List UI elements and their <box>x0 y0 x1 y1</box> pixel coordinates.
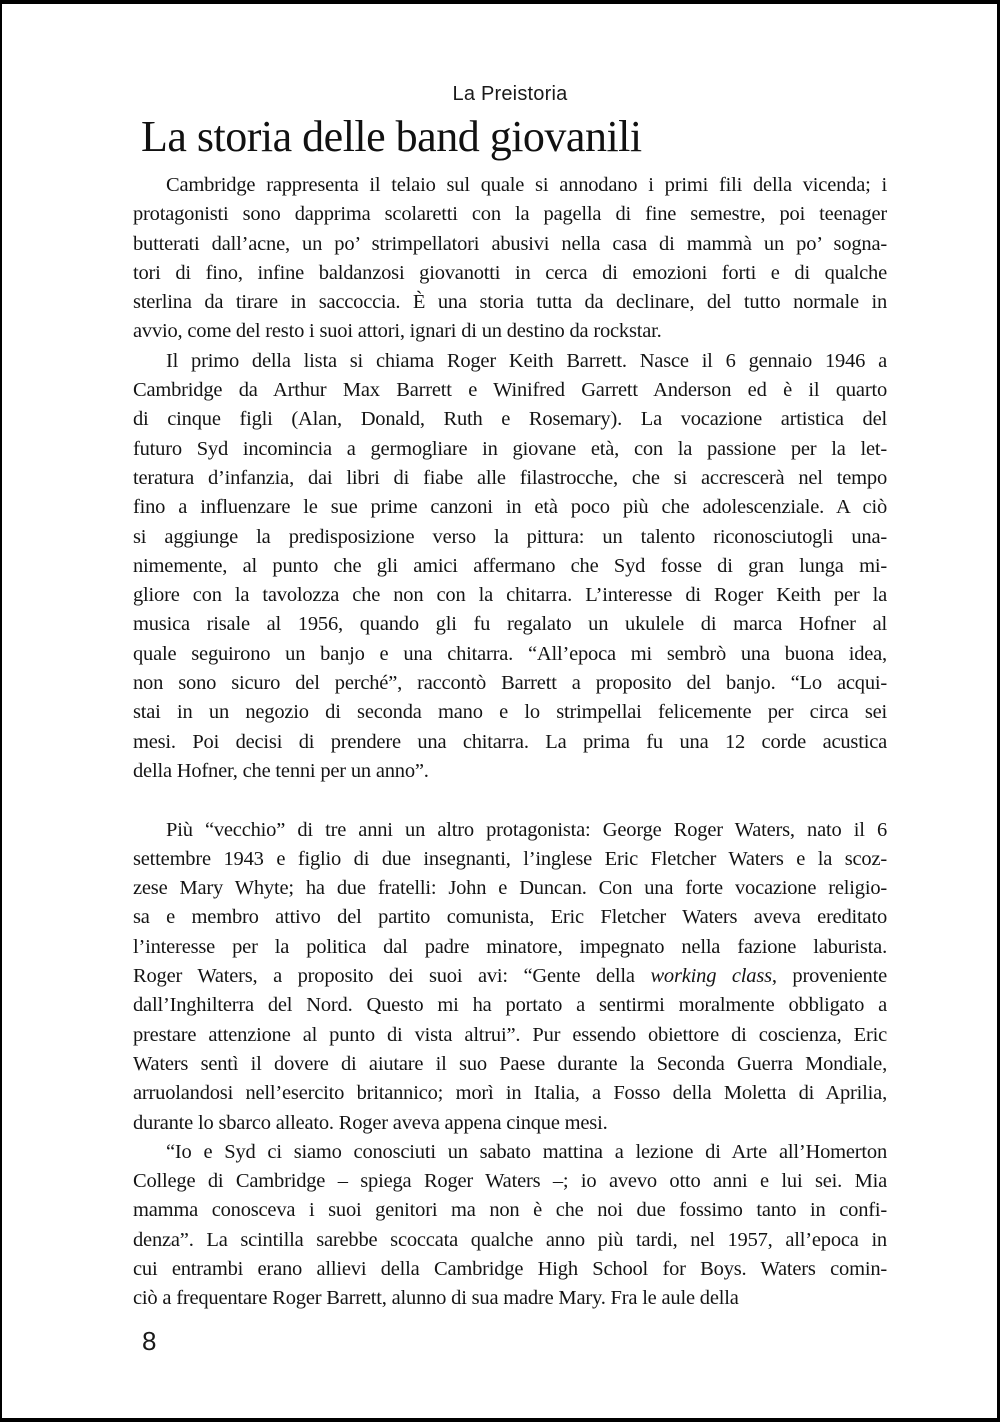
paragraph <box>133 1138 887 1314</box>
text-line: Più “vecchio” di tre anni un altro protagonista: George Roger Waters, nato il 6 <box>166 818 887 841</box>
text-line: denza”. La scintilla sarebbe scoccata qualche anno più tardi, nel 1957, all’epoca in <box>133 1228 887 1251</box>
text-line: dall’Inghilterra del Nord. Questo mi ha portato a sentirmi moralmente obbligato a <box>133 994 887 1017</box>
paragraph <box>133 347 887 786</box>
text-line: futuro Syd incomincia a germogliare in giovane età, con la passione per la let- <box>133 437 887 460</box>
text-line: avvio, come del resto i suoi attori, ignari di un destino da rockstar. <box>133 320 662 343</box>
text-line: prestare attenzione al punto di vista altrui”. Pur essendo obiettore di coscienza, Eric <box>133 1023 887 1046</box>
text-line: di cinque figli (Alan, Donald, Ruth e Rosemary). La vocazione artistica del <box>133 408 887 431</box>
text-line: mesi. Poi decisi di prendere una chitarra. La prima fu una 12 corde acustica <box>133 730 887 753</box>
page-number: 8 <box>142 1326 157 1356</box>
text-line: nimemente, al punto che gli amici affermano che Syd fosse di gran lunga mi- <box>133 554 887 577</box>
text-line: cui entrambi erano allievi della Cambridge High School for Boys. Waters comin- <box>133 1257 887 1280</box>
text-line: butterati dall’acne, un po’ strimpellatori abusivi nella casa di mammà un po’ sogna- <box>133 232 887 255</box>
paragraph-gap <box>133 786 887 815</box>
text-line: Cambridge da Arthur Max Barrett e Winifred Garrett Anderson ed è il quarto <box>133 379 887 402</box>
text-line: Waters sentì il dovere di aiutare il suo Paese durante la Seconda Guerra Mondiale, <box>133 1052 887 1075</box>
text-line: sa e membro attivo del partito comunista, Eric Fletcher Waters aveva ereditato <box>133 906 887 929</box>
text-line: protagonisti sono dapprima scolaretti con la pagella di fine semestre, poi teenager <box>133 203 887 226</box>
running-head: La Preistoria <box>452 83 568 105</box>
text-line: Il primo della lista si chiama Roger Keith Barrett. Nasce il 6 gennaio 1946 a <box>166 349 887 372</box>
text-line: non sono sicuro del perché”, raccontò Barrett a proposito del banjo. “Lo acqui- <box>133 672 887 695</box>
italic-text: working class <box>650 965 772 988</box>
text-line: quale seguirono un banjo e una chitarra. “All’epoca mi sembrò una buona idea, <box>133 642 887 665</box>
text-line: teratura d’infanzia, dai libri di fiabe alle filastrocche, che si accrescerà nel tempo <box>133 466 887 489</box>
text-line: della Hofner, che tenni per un anno”. <box>133 759 429 782</box>
text-line: sterlina da tirare in saccoccia. È una storia tutta da declinare, del tutto normale in <box>133 291 887 314</box>
text-line: ciò a frequentare Roger Barrett, alunno di sua madre Mary. Fra le aule della <box>133 1287 739 1310</box>
text-line: mamma conosceva i suoi genitori ma non è che noi due fossimo tanto in confi- <box>133 1199 887 1222</box>
text-line: “Io e Syd ci siamo conosciuti un sabato mattina a lezione di Arte all’Homerton <box>166 1140 887 1163</box>
text-line: zese Mary Whyte; ha due fratelli: John e Duncan. Con una forte vocazione religio- <box>133 877 887 900</box>
text-line: si aggiunge la predisposizione verso la pittura: un talento riconosciutogli una- <box>133 525 887 548</box>
body-text <box>133 171 887 1314</box>
text-line: gliore con la tavolozza che non con la chitarra. L’interesse di Roger Keith per la <box>133 584 887 607</box>
text-line: settembre 1943 e figlio di due insegnanti, l’inglese Eric Fletcher Waters e la scoz- <box>133 847 887 870</box>
text-line: Roger Waters, a proposito dei suoi avi: “Gente della working class, proveniente <box>133 965 887 988</box>
text-line: musica risale al 1956, quando gli fu regalato un ukulele di marca Hofner al <box>133 613 887 636</box>
text-line: l’interesse per la politica dal padre minatore, impegnato nella fazione laburista. <box>133 935 887 958</box>
page-title: La storia delle band giovanili <box>141 112 642 161</box>
text-line: durante lo sbarco alleato. Roger aveva appena cinque mesi. <box>133 1111 608 1134</box>
text-line: Cambridge rappresenta il telaio sul quale si annodano i primi fili della vicenda; i <box>166 174 887 196</box>
paragraph <box>133 816 887 1138</box>
text-line: stai in un negozio di seconda mano e lo strimpellai felicemente per circa sei <box>133 701 887 724</box>
text-line: College di Cambridge – spiega Roger Waters –; io avevo otto anni e lui sei. Mia <box>133 1170 887 1193</box>
text-line: fino a influenzare le sue prime canzoni in età poco più che adolescenziale. A ciò <box>133 496 887 519</box>
text-line: arruolandosi nell’esercito britannico; morì in Italia, a Fosso della Moletta di Aprilia, <box>133 1082 887 1105</box>
paragraph <box>133 171 887 347</box>
text-line: tori di fino, infine baldanzosi giovanotti in cerca di emozioni forti e di qualche <box>133 261 887 284</box>
